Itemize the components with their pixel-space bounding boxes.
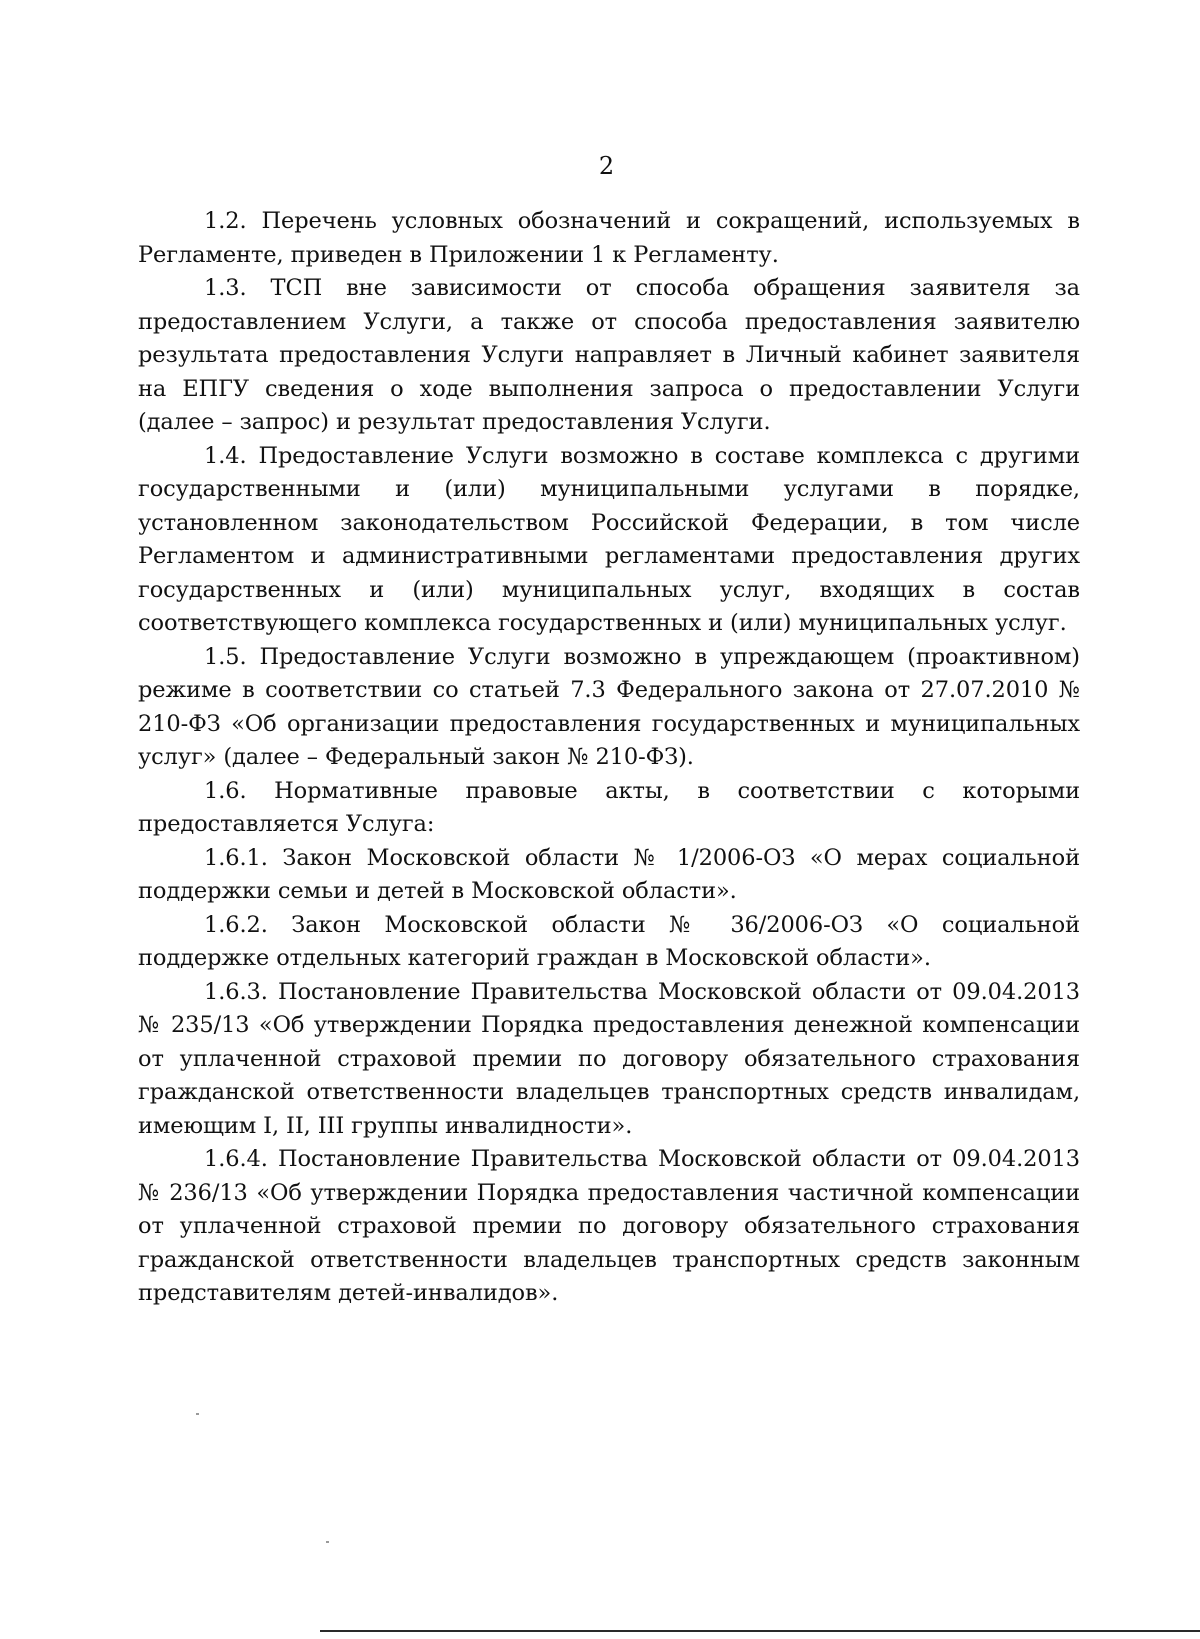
paragraph-1-2: 1.2. Перечень условных обозначений и сокращений, используемых в Регламенте, приведен в Приложении 1 к Регламенту.: [138, 208, 1080, 268]
paragraph-1-5: 1.5. Предоставление Услуги возможно в упреждающем (проактивном) режиме в соответствии со статьей 7.3 Федерального закона от 27.07.2010 № 210-ФЗ «Об организации предоставления государственных и муниципальных услуг» (далее – Федеральный закон № 210-ФЗ).: [138, 643, 1080, 770]
paragraph-1-6-2: 1.6.2. Закон Московской области № 36/2006-ОЗ «О социальной поддержке отдельных категорий граждан в Московской области».: [138, 911, 1080, 971]
paragraph-1-6-1: 1.6.1. Закон Московской области № 1/2006-ОЗ «О мерах социальной поддержки семьи и детей в Московской области».: [138, 844, 1080, 904]
scan-edge-line: [320, 1630, 1200, 1632]
paragraph-1-6-4: 1.6.4. Постановление Правительства Московской области от 09.04.2013 № 236/13 «Об утверждении Порядка предоставления частичной компенсации от уплаченной страховой премии по договору обязательного страхования гражданской ответственности владельцев транспортных средств законным представителям детей-инвалидов».: [138, 1146, 1080, 1306]
paragraph-1-3: 1.3. ТСП вне зависимости от способа обращения заявителя за предоставлением Услуги, а также от способа предоставления заявителю результата предоставления Услуги направляет в Личный кабинет заявителя на ЕПГУ сведения о ходе выполнения запроса о предоставлении Услуги (далее – запрос) и результат предоставления Услуги.: [138, 275, 1080, 435]
page-number: 2: [598, 152, 615, 180]
paragraph-1-4: 1.4. Предоставление Услуги возможно в составе комплекса с другими государственными и (или) муниципальными услугами в порядке, установленном законодательством Российской Федерации, в том числе Регламентом и административными регламентами предоставления других государственных и (или) муниципальных услуг, входящих в состав соответствующего комплекса государственных и (или) муниципальных услуг.: [138, 442, 1080, 636]
document-body: [138, 205, 1080, 1311]
scan-speck: [326, 1541, 329, 1543]
paragraph-1-6-3: 1.6.3. Постановление Правительства Московской области от 09.04.2013 № 235/13 «Об утверждении Порядка предоставления денежной компенсации от уплаченной страховой премии по договору обязательного страхования гражданской ответственности владельцев транспортных средств инвалидам, имеющим I, II, III группы инвалидности».: [138, 978, 1080, 1139]
scan-speck: [196, 1413, 199, 1415]
paragraph-1-6: 1.6. Нормативные правовые акты, в соответствии с которыми предоставляется Услуга:: [138, 777, 1080, 837]
